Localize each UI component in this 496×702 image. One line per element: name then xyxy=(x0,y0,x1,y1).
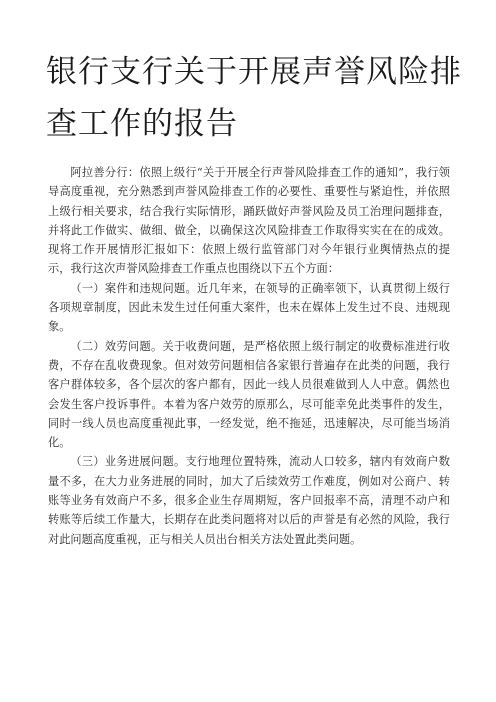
document-body xyxy=(48,163,450,549)
paragraph-section-1: （一）案件和违规问题。近几年来，在领导的正确率领下，认真贯彻上级行各项规章制度，因此未发生过任何重大案件，也未在媒体上发生过不良、违规现象。 xyxy=(48,281,450,334)
paragraph-section-3: （三）业务进展问题。支行地理位置特殊，流动人口较多，辖内有效商户数量不多，在大力业务进展的同时，加大了后续效劳工作难度，例如对公商户、转账等业务有效商户不多，很多企业生存周期短，客户回报率不高，清理不动户和转账等后续工作量大，长期存在此类问题将对以后的声誉是有必然的风险，我行对此问题高度重视，正与相关人员出台相关方法处置此类问题。 xyxy=(48,455,450,546)
document-title: 银行支行关于开展声誉风险排查工作的报告 xyxy=(46,54,462,142)
paragraph-section-2: （二）效劳问题。关于收费问题，是严格依照上级行制定的收费标准进行收费，不存在乱收费现象。但对效劳问题相信各家银行普遍存在此类的问题，我行客户群体较多，各个层次的客户都有，因此一线人员很难做到人人中意。偶然也会发生客户投诉事件。本着为客户效劳的原那么，尽可能幸免此类事件的发生，同时一线人员也高度重视此事，一经发觉，绝不拖延，迅速解决，尽可能当场消化。 xyxy=(48,339,450,450)
paragraph-intro: 阿拉善分行：依照上级行“关于开展全行声誉风险排查工作的通知”，我行领导高度重视，充分熟悉到声誉风险排查工作的必要性、重要性与紧迫性，并依照上级行相关要求，结合我行实际情形，踊跃做好声誉风险及员工治理问题排查，并将此工作做实、做细、做全，以确保这次风险排查工作取得实实在在的成效。现将工作开展情形汇报如下：依照上级行监管部门对今年银行业舆情热点的提示，我行这次声誉风险排查工作重点也围绕以下五个方面： xyxy=(48,166,450,276)
